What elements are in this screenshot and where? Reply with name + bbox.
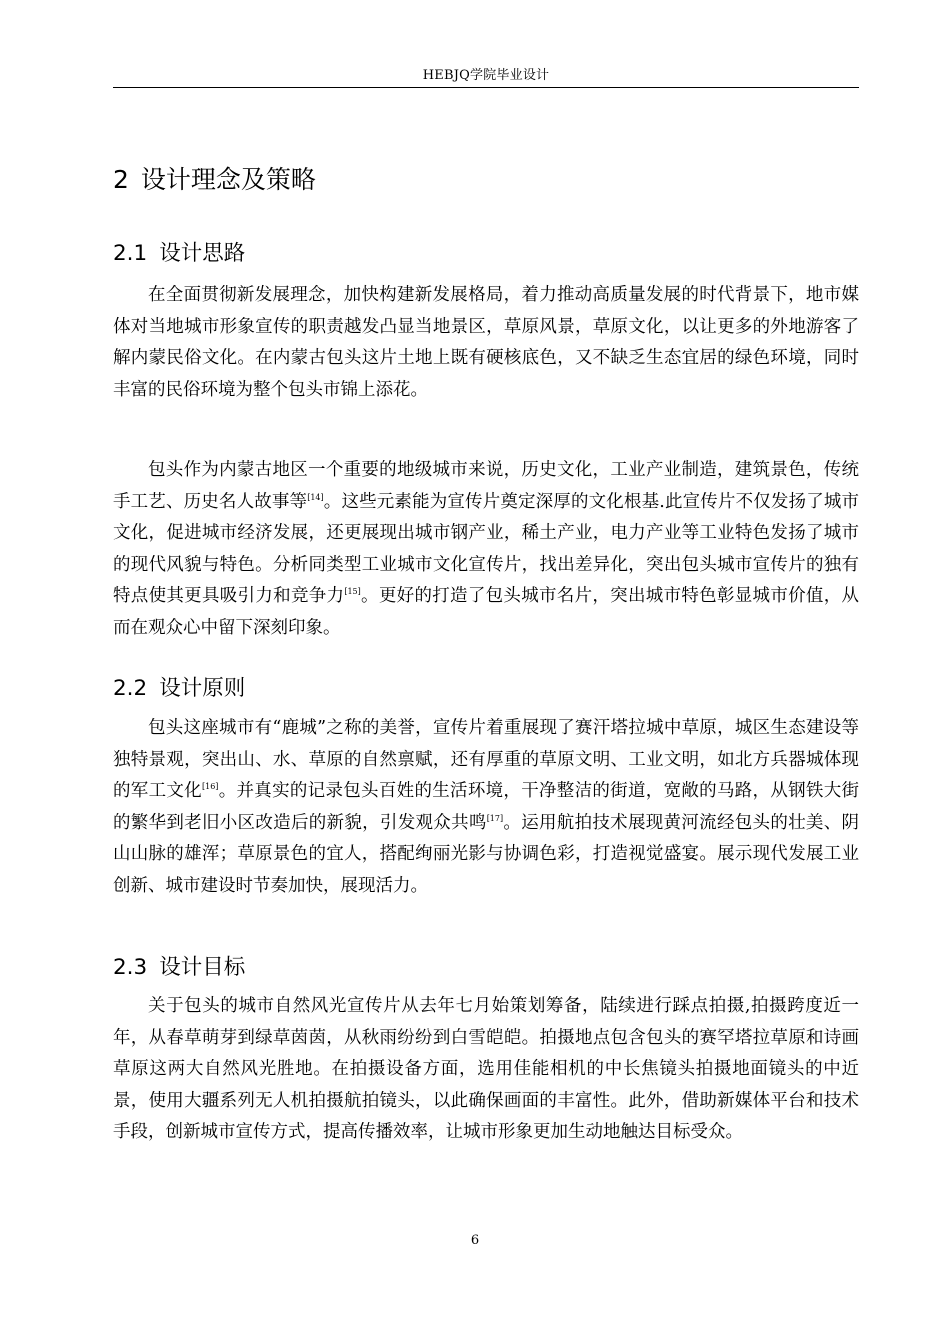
section-number: 2.2 bbox=[113, 676, 148, 701]
section-title: 设计思路 bbox=[159, 241, 246, 266]
section-heading-2-3 bbox=[113, 950, 245, 981]
chapter-heading bbox=[113, 160, 316, 196]
paragraph bbox=[113, 455, 859, 645]
section-heading-2-2 bbox=[113, 671, 245, 702]
header-rule bbox=[113, 87, 859, 88]
section-heading-2-1 bbox=[113, 236, 245, 267]
chapter-title: 设计理念及策略 bbox=[140, 165, 316, 194]
running-header: HEBJQ学院毕业设计 bbox=[422, 68, 550, 83]
section-title: 设计原则 bbox=[159, 676, 246, 701]
paragraph-text: 。运用航拍技术展现黄河流经包头的壮美、阴山山脉的雄浑；草原景色的宜人，搭配绚丽光影与协调色彩，打造视觉盛宴。展示现代发展工业创新、城市建设时节奏加快，展现活力。 bbox=[113, 812, 859, 896]
section-title: 设计目标 bbox=[159, 955, 246, 980]
citation: [17] bbox=[486, 813, 504, 823]
paragraph-text: 。更好的打造了包头城市名片，突出城市特色彰显城市价值，从而在观众心中留下深刻印象。 bbox=[113, 586, 860, 638]
paragraph-text: 包头作为内蒙古地区一个重要的地级城市来说，历史文化，工业产业制造，建筑景色，传统手工艺、历史名人故事等 bbox=[113, 460, 859, 512]
paragraph bbox=[113, 991, 859, 1149]
page-number: 6 bbox=[470, 1233, 480, 1248]
paragraph-text: 。并真实的记录包头百姓的生活环境，干净整洁的街道，宽敞的马路，从钢铁大街的繁华到老旧小区改造后的新貌，引发观众共鸣 bbox=[113, 781, 860, 833]
paragraph-text: 关于包头的城市自然风光宣传片从去年七月始策划筹备，陆续进行踩点拍摄,拍摄跨度近一年，从春草萌芽到绿草茵茵，从秋雨纷纷到白雪皑皑。拍摄地点包含包头的赛罕塔拉草原和诗画草原这两大自然风光胜地。在拍摄设备方面，选用佳能相机的中长焦镜头拍摄地面镜头的中近景，使用大疆系列无人机拍摄航拍镜头，以此确保画面的丰富性。此外，借助新媒体平台和技术手段，创新城市宣传方式，提高传播效率，让城市形象更加生动地触达目标受众。 bbox=[113, 996, 859, 1143]
citation: [14] bbox=[307, 492, 324, 502]
citation: [16] bbox=[201, 782, 219, 792]
paragraph bbox=[113, 280, 859, 406]
section-number: 2.3 bbox=[113, 955, 148, 980]
paragraph bbox=[113, 713, 859, 903]
paragraph-text: 在全面贯彻新发展理念，加快构建新发展格局，着力推动高质量发展的时代背景下，地市媒体对当地城市形象宣传的职责越发凸显当地景区，草原风景，草原文化，以让更多的外地游客了解内蒙民俗文化。在内蒙古包头这片土地上既有硬核底色，又不缺乏生态宜居的绿色环境，同时丰富的民俗环境为整个包头市锦上添花。 bbox=[113, 285, 859, 400]
chapter-number: 2 bbox=[113, 165, 129, 194]
paragraph-text: 。这些元素能为宣传片奠定深厚的文化根基.此宣传片不仅发扬了城市文化，促进城市经济发展，还更展现出城市钢产业，稀土产业，电力产业等工业特色发扬了城市的现代风貌与特色。分析同类型工业城市文化宣传片，找出差异化，突出包头城市宣传片的独有特点使其更具吸引力和竞争力 bbox=[113, 491, 860, 607]
citation: [15] bbox=[344, 587, 361, 597]
paragraph-text: 包头这座城市有“鹿城”之称的美誉，宣传片着重展现了赛汗塔拉城中草原，城区生态建设等独特景观，突出山、水、草原的自然禀赋，还有厚重的草原文明、工业文明，如北方兵器城体现的军工文化 bbox=[113, 718, 859, 802]
section-number: 2.1 bbox=[113, 241, 148, 266]
